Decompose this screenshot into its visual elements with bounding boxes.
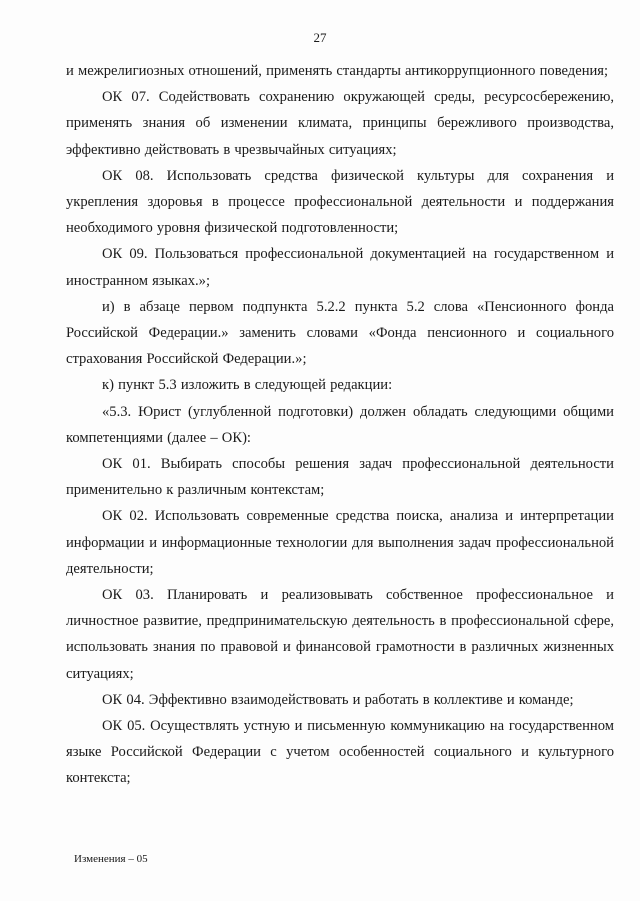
paragraph-item-k: к) пункт 5.3 изложить в следующей редакции: [102,377,393,394]
paragraph-continuation: и межрелигиозных отношений, применять стандарты антикоррупционного поведения; [66,63,609,79]
paragraph-ok04: ОК 04. Эффективно взаимодействовать и работать в коллективе и команде; [102,691,574,708]
paragraph-ok03: ОК 03. Планировать и реализовывать собственное профессиональное и личностное развитие, предпринимательскую деятельность в профессиональной сфере, использовать знания по правовой и финансовой грамотности в различных жизненных ситуациях; [66,587,614,682]
paragraph-5-3: «5.3. Юрист (углубленной подготовки) должен обладать следующими общими компетенциями (далее – ОК): [66,403,614,446]
paragraph-ok09: ОК 09. Пользоваться профессиональной документацией на государственном и иностранном языках.»; [66,246,614,289]
paragraph-ok08: ОК 08. Использовать средства физической культуры для сохранения и укрепления здоровья в процессе профессиональной деятельности и поддержания необходимого уровня физической подготовленности; [66,167,614,237]
paragraph-ok02: ОК 02. Использовать современные средства поиска, анализа и интерпретации информации и информационные технологии для выполнения задач профессиональной деятельности; [66,508,614,577]
document-body [66,58,614,792]
paragraph-ok01: ОК 01. Выбирать способы решения задач профессиональной деятельности применительно к различным контекстам; [66,456,614,499]
paragraph-ok05: ОК 05. Осуществлять устную и письменную коммуникацию на государственном языке Российской Федерации с учетом особенностей социального и культурного контекста; [66,718,614,787]
paragraph-ok07: ОК 07. Содействовать сохранению окружающей среды, ресурсосбережению, применять знания об изменении климата, принципы бережливого производства, эффективно действовать в чрезвычайных ситуациях; [66,89,614,158]
paragraph-item-i: и) в абзаце первом подпункта 5.2.2 пункта 5.2 слова «Пенсионного фонда Российской Федерации.» заменить словами «Фонда пенсионного и социального страхования Российской Федерации.»; [66,298,614,368]
page-number: 27 [313,30,327,45]
footer-note: Изменения – 05 [74,853,148,865]
